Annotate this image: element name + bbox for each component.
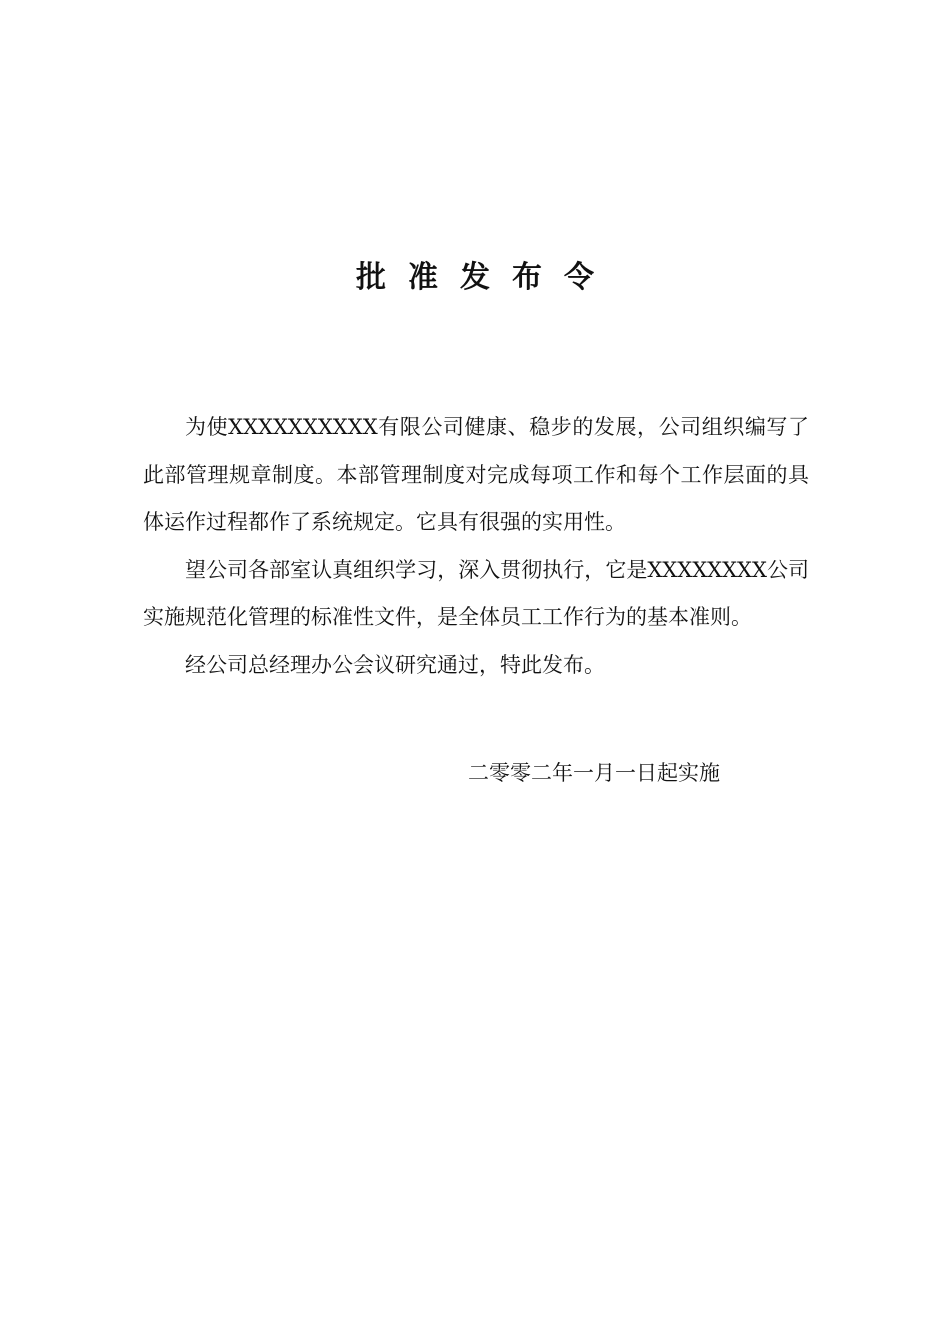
paragraph-approval: 经公司总经理办公会议研究通过，特此发布。 <box>185 652 605 677</box>
document-title: 批准发布令 <box>356 260 616 295</box>
document-body <box>143 404 809 689</box>
paragraph-intro: 为使XXXXXXXXXX有限公司健康、稳步的发展，公司组织编写了此部管理规章制度。本部管理制度对完成每项工作和每个工作层面的具体运作过程都作了系统规定。它具有很强的实用性。 <box>143 415 809 534</box>
paragraph-instruction: 望公司各部室认真组织学习，深入贯彻执行，它是XXXXXXXX公司实施规范化管理的标准性文件，是全体员工工作行为的基本准则。 <box>143 557 809 629</box>
effective-date: 二零零二年一月一日起实施 <box>468 761 720 785</box>
